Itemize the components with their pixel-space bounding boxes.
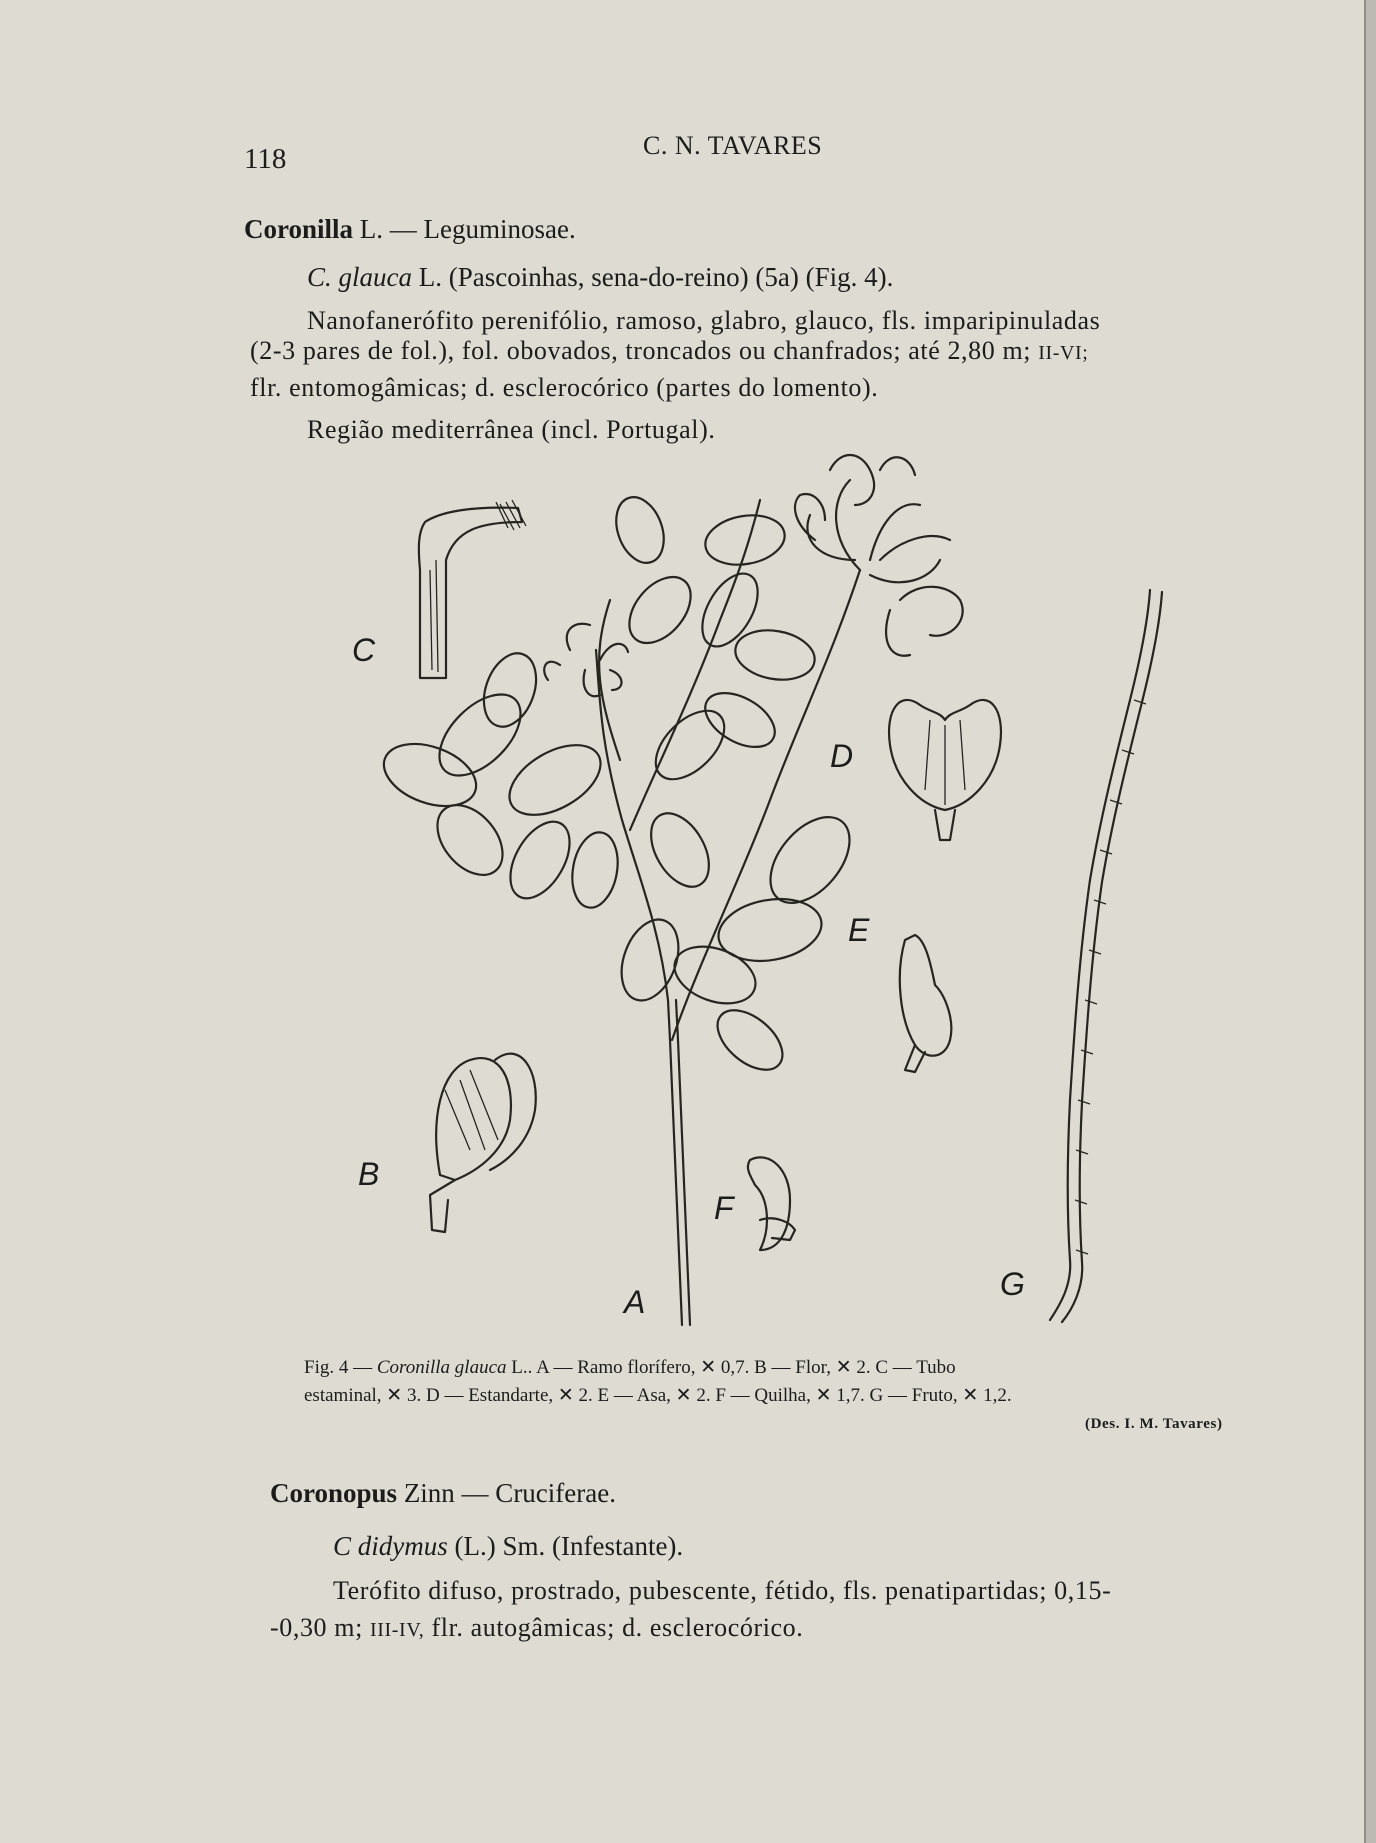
coronilla-distribution: Região mediterrânea (incl. Portugal).	[307, 415, 716, 444]
wing-petal-drawing	[900, 935, 952, 1072]
label-G: G	[1000, 1266, 1025, 1302]
description-line2-text: (2-3 pares de fol.), fol. obovados, troncados ou chanfrados; até 2,80 m;	[250, 336, 1032, 365]
label-B: B	[358, 1156, 380, 1192]
running-header-author: C. N. TAVARES	[643, 131, 823, 160]
illustration-credit: (Des. I. M. Tavares)	[1085, 1416, 1223, 1432]
genus-family: Zinn — Cruciferae.	[403, 1478, 616, 1508]
species-details: L. (Pascoinhas, sena-do-reino) (5a) (Fig. 4).	[418, 262, 894, 292]
coronopus-genus-heading	[270, 1478, 616, 1509]
label-C: C	[352, 632, 376, 668]
coronopus-description-line1: Terófito difuso, prostrado, pubescente, fétido, fls. penatipartidas; 0,15-	[333, 1576, 1112, 1605]
standard-petal-drawing	[889, 700, 1001, 840]
flowering-months: III-IV,	[370, 1619, 425, 1641]
caption-species: Coronilla glauca	[376, 1357, 507, 1378]
staminal-tube-drawing	[419, 500, 526, 678]
coronopus-description-line2	[270, 1613, 803, 1643]
label-E: E	[848, 912, 870, 948]
figure-caption-line1	[304, 1356, 956, 1379]
page-number: 118	[244, 143, 287, 175]
genus-family: L. — Leguminosae.	[359, 214, 576, 244]
fruit-lomentum-drawing	[1050, 590, 1162, 1322]
coronilla-description-line1: Nanofanerófito perenifólio, ramoso, glabro, glauco, fls. imparipinuladas	[307, 306, 1101, 335]
coronilla-description-line3: flr. entomogâmicas; d. esclerocórico (partes do lomento).	[250, 373, 879, 402]
flower-drawing	[430, 1054, 536, 1232]
flowering-months: II-VI;	[1038, 342, 1089, 364]
figure-caption-line2: estaminal, ✕ 3. D — Estandarte, ✕ 2. E — Asa, ✕ 2. F — Quilha, ✕ 1,7. G — Fruto, ✕ 1,2.	[304, 1385, 1012, 1406]
description-line2-end: flr. autogâmicas; d. esclerocórico.	[431, 1613, 804, 1642]
label-A: A	[624, 1284, 646, 1320]
species-details: (L.) Sm. (Infestante).	[454, 1531, 684, 1561]
species-name: C didymus	[333, 1531, 448, 1561]
species-name: C. glauca	[307, 262, 412, 292]
caption-parts-a: L.. A — Ramo florífero, ✕ 0,7. B — Flor, ✕ 2. C — Tubo	[506, 1357, 956, 1378]
genus-name: Coronopus	[270, 1478, 398, 1508]
label-D: D	[830, 738, 854, 774]
keel-petal-drawing	[748, 1157, 795, 1250]
flowering-branch-drawing	[375, 455, 962, 1325]
description-line2-text: -0,30 m;	[270, 1613, 363, 1642]
coronopus-species-heading	[333, 1531, 683, 1562]
genus-name: Coronilla	[244, 214, 354, 244]
caption-figure-number: Fig. 4 —	[304, 1357, 377, 1378]
label-F: F	[714, 1190, 734, 1226]
